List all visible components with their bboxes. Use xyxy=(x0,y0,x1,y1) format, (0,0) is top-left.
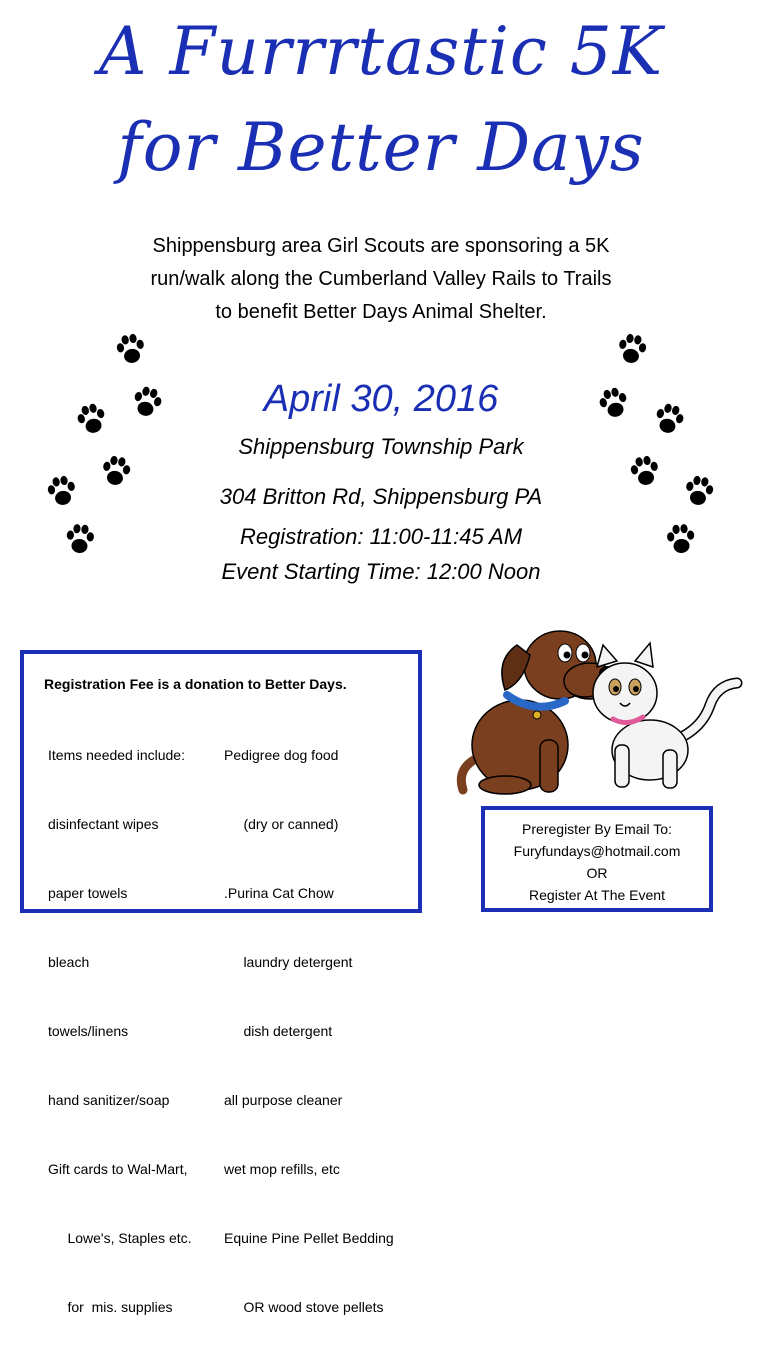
list-item: laundry detergent xyxy=(224,954,353,970)
list-item: for mis. supplies xyxy=(48,1299,173,1315)
list-item: hand sanitizer/soap xyxy=(48,1092,170,1108)
title-line-1: A Furrrtastic 5K xyxy=(98,13,664,90)
start-time: Event Starting Time: 12:00 Noon xyxy=(221,559,541,584)
list-item: wet mop refills, etc xyxy=(224,1161,340,1177)
event-venue: Shippensburg Township Park xyxy=(238,434,524,459)
list-item: .Purina Cat Chow xyxy=(224,885,334,901)
list-item: dish detergent xyxy=(224,1023,333,1039)
list-item: bleach xyxy=(48,954,90,970)
items-left-column xyxy=(48,698,192,1365)
intro-line: to benefit Better Days Animal Shelter. xyxy=(215,301,547,323)
preregister-box xyxy=(481,806,713,912)
list-item: Items needed include: xyxy=(48,747,185,763)
list-item: OR wood stove pellets xyxy=(224,1299,384,1315)
list-item: paper towels xyxy=(48,885,128,901)
list-item: Pedigree dog food xyxy=(224,747,339,763)
list-item: towels/linens xyxy=(48,1023,129,1039)
preregister-label: Preregister By Email To: xyxy=(522,821,672,837)
paw-print-icon xyxy=(616,332,648,365)
event-address: 304 Britton Rd, Shippensburg PA xyxy=(219,484,543,509)
intro-line: Shippensburg area Girl Scouts are sponsoring a 5K xyxy=(152,235,610,257)
intro-line: run/walk along the Cumberland Valley Rails to Trails xyxy=(150,268,612,290)
list-item: Equine Pine Pellet Bedding xyxy=(224,1230,394,1246)
registration-fee-box xyxy=(20,650,422,1315)
intro-paragraph xyxy=(0,230,762,329)
paw-print-icon xyxy=(115,332,147,365)
list-item: Lowe's, Staples etc. xyxy=(48,1230,192,1246)
title-line-2: for Better Days xyxy=(117,109,645,186)
list-item: (dry or canned) xyxy=(224,816,339,832)
event-date: April 30, 2016 xyxy=(263,378,499,420)
or-label: OR xyxy=(586,865,608,881)
register-at-event: Register At The Event xyxy=(529,887,665,903)
dog-and-cat-illustration xyxy=(445,615,745,795)
list-item: disinfectant wipes xyxy=(48,816,159,832)
fee-heading: Registration Fee is a donation to Better Days. xyxy=(44,676,347,692)
items-right-column xyxy=(224,698,394,1365)
preregister-email: Furyfundays@hotmail.com xyxy=(513,843,681,859)
list-item: Gift cards to Wal-Mart, xyxy=(48,1161,188,1177)
list-item: all purpose cleaner xyxy=(224,1092,343,1108)
registration-time: Registration: 11:00-11:45 AM xyxy=(239,524,523,549)
